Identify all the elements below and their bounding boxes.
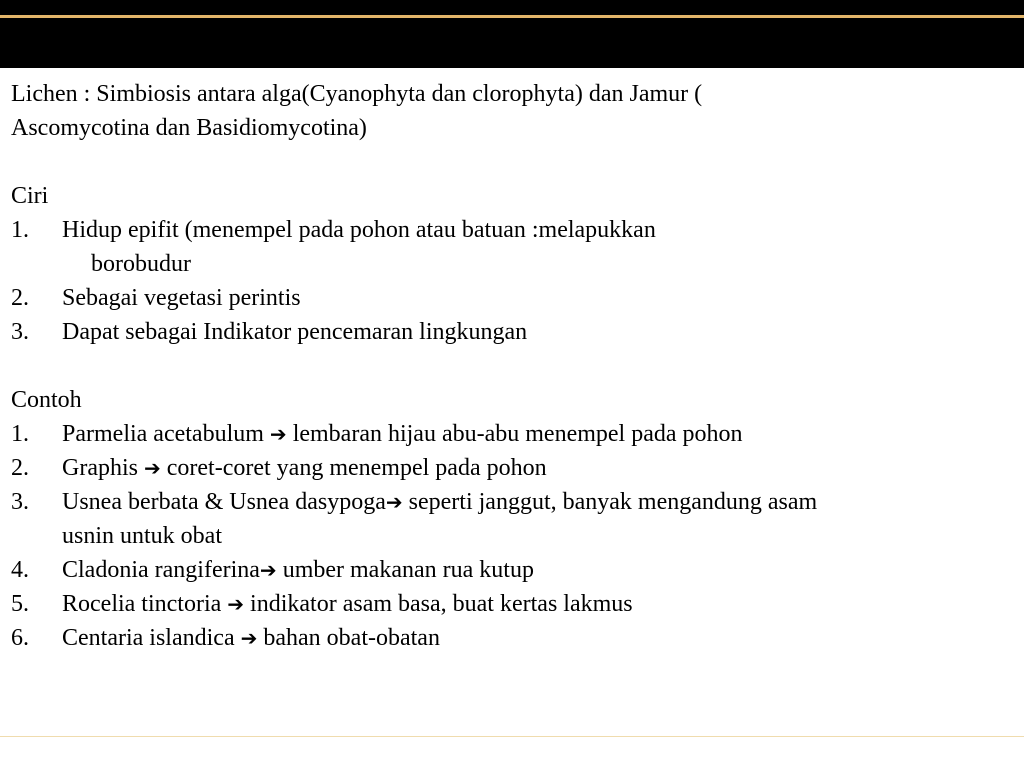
list-item-body <box>62 213 1011 281</box>
right-arrow-icon: ➔ <box>240 626 258 650</box>
list-item <box>11 451 1011 485</box>
footer-accent-line <box>0 736 1024 737</box>
contoh-heading: Contoh <box>11 387 82 413</box>
list-item-body <box>62 621 1011 655</box>
list-item-text: Dapat sebagai Indikator pencemaran lingkungan <box>62 319 528 345</box>
list-number: 1. <box>11 421 29 447</box>
ciri-heading: Ciri <box>11 183 49 209</box>
right-arrow-icon: ➔ <box>385 490 403 514</box>
list-item-continuation: usnin untuk obat <box>62 523 222 549</box>
species-name: Cladonia rangiferina <box>62 557 260 583</box>
species-description: coret-coret yang menempel pada pohon <box>160 455 547 481</box>
intro-line-2: Ascomycotina dan Basidiomycotina) <box>11 115 367 141</box>
list-number: 2. <box>11 455 29 481</box>
species-description: umber makanan rua kutup <box>276 557 534 583</box>
list-item-text: Hidup epifit (menempel pada pohon atau batuan :melapukkan <box>62 217 656 243</box>
list-item <box>11 621 1011 655</box>
header-bar <box>0 0 1024 68</box>
list-item-text: Sebagai vegetasi perintis <box>62 285 301 311</box>
list-number: 2. <box>11 285 29 311</box>
list-number: 3. <box>11 489 29 515</box>
species-description: indikator asam basa, buat kertas lakmus <box>244 591 633 617</box>
ciri-list <box>11 213 1011 349</box>
list-item-body <box>62 587 1011 621</box>
slide-content <box>11 77 1011 655</box>
list-item <box>11 485 1011 553</box>
list-number: 5. <box>11 591 29 617</box>
list-item <box>11 587 1011 621</box>
species-name: Centaria islandica <box>62 625 241 651</box>
list-item <box>11 315 1011 349</box>
header-accent-line <box>0 15 1024 18</box>
list-item-body <box>62 485 1011 553</box>
list-item <box>11 213 1011 281</box>
intro-line-1: Lichen : Simbiosis antara alga(Cyanophyta dan clorophyta) dan Jamur ( <box>11 81 703 107</box>
species-description: bahan obat-obatan <box>257 625 440 651</box>
species-name: Graphis <box>62 455 144 481</box>
list-item <box>11 417 1011 451</box>
species-description: lembaran hijau abu-abu menempel pada pohon <box>286 421 743 447</box>
right-arrow-icon: ➔ <box>143 456 161 480</box>
list-item <box>11 281 1011 315</box>
list-item-body <box>62 451 1011 485</box>
species-name: Parmelia acetabulum <box>62 421 270 447</box>
right-arrow-icon: ➔ <box>269 422 287 446</box>
list-number: 1. <box>11 217 29 243</box>
spacer <box>11 349 1011 383</box>
species-name: Usnea berbata & Usnea dasypoga <box>62 489 386 515</box>
spacer <box>11 145 1011 179</box>
list-item-continuation: borobudur <box>91 251 191 277</box>
species-name: Rocelia tinctoria <box>62 591 228 617</box>
list-item-body <box>62 417 1011 451</box>
right-arrow-icon: ➔ <box>259 558 277 582</box>
contoh-list <box>11 417 1011 655</box>
list-number: 3. <box>11 319 29 345</box>
list-number: 6. <box>11 625 29 651</box>
list-number: 4. <box>11 557 29 583</box>
list-item-body <box>62 553 1011 587</box>
list-item <box>11 553 1011 587</box>
species-description: seperti janggut, banyak mengandung asam <box>402 489 818 515</box>
right-arrow-icon: ➔ <box>227 592 245 616</box>
